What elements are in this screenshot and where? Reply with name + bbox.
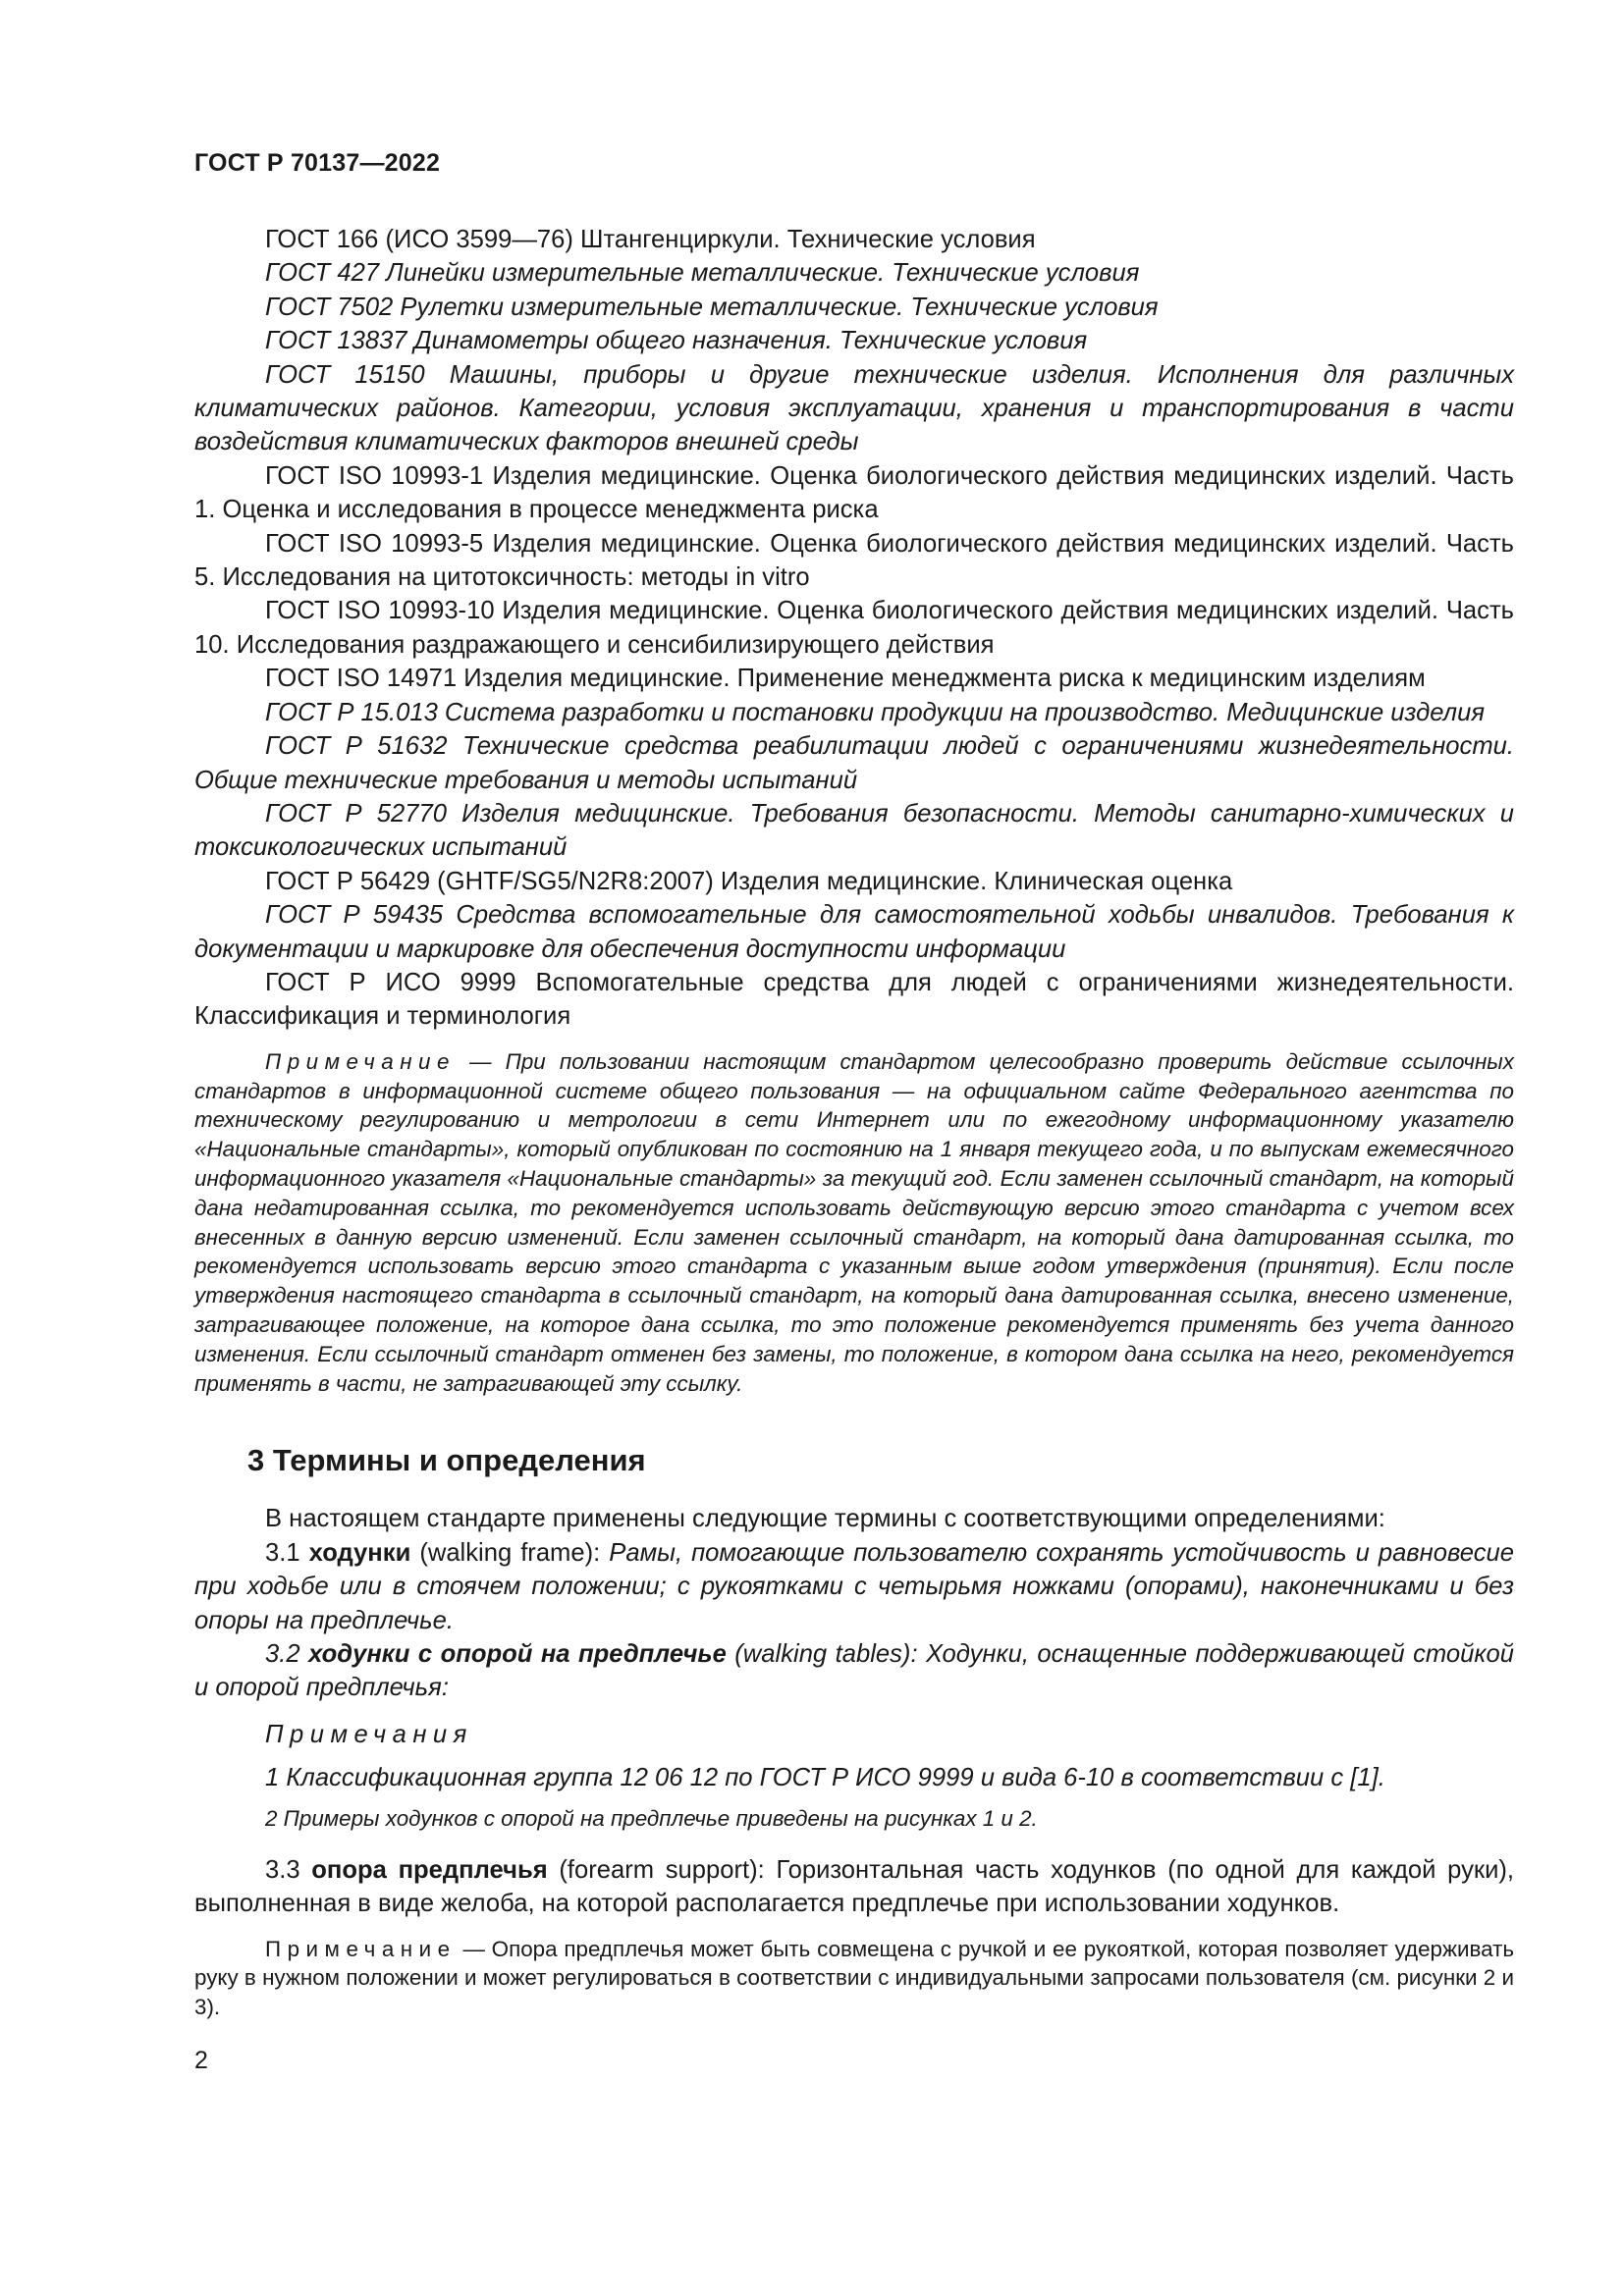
- reference-item: ГОСТ Р 15.013 Система разработки и постановки продукции на производство. Медицинские изделия: [265, 698, 1486, 726]
- reference-item: ГОСТ 15150 Машины, приборы и другие технические изделия. Исполнения для различных климатических районов. Категории, условия эксплуатации, хранения и транспортирования в части воздействия климатических факторов внешней среды: [194, 360, 1514, 456]
- reference-item: ГОСТ Р 56429 (GHTF/SG5/N2R8:2007) Изделия медицинские. Клиническая оценка: [265, 867, 1233, 895]
- reference-item: ГОСТ ISO 14971 Изделия медицинские. Применение менеджмента риска к медицинским изделиям: [265, 665, 1426, 693]
- document-header: ГОСТ Р 70137—2022: [194, 149, 441, 177]
- note-item: 2 Примеры ходунков с опорой на предплечье приведены на рисунках 1 и 2.: [265, 1805, 1038, 1831]
- term-name: ходунки: [308, 1538, 411, 1567]
- reference-item: ГОСТ ISO 10993-5 Изделия медицинские. Оценка биологического действия медицинских изделий. Часть 5. Исследования на цитотоксичность: методы in vitro: [194, 529, 1514, 592]
- term-name: опора предплечья: [311, 1855, 548, 1884]
- note-text: — При пользовании настоящим стандартом целесообразно проверить действие ссылочных стандартов в информационной системе общего пользования — на официальном сайте Федерального агентства по техническому регулированию и метрологии в сети Интернет или по ежегодному информационному указателю «Национальные стандарты», который опубликован по состоянию на 1 января текущего года, и по выпускам ежемесячного информационного указателя «Национальные стандарты» за текущий год. Если заменен ссылочный стандарт, на который дана недатированная ссылка, то рекомендуется использовать действующую версию этого стандарта с учетом всех внесенных в данную версию изменений. Если заменен ссылочный стандарт, на который дана датированная ссылка, то рекомендуется использовать версию этого стандарта с указанным выше годом утверждения (принятия). Если после утверждения настоящего стандарта в ссылочный стандарт, на который дана датированная ссылка, внесено изменение, затрагивающее положение, на которое дана ссылка, то это положение рекомендуется применять без учета данного изменения. Если ссылочный стандарт отменен без замены, то положение, в котором дана ссылка на него, рекомендуется применять в части, не затрагивающей эту ссылку.: [194, 1048, 1514, 1396]
- note-text: — Опора предплечья может быть совмещена с ручкой и ее рукояткой, которая позволяет удерживать руку в нужном положении и может регулироваться в соответствии с индивидуальными запросами пользователя (см. рисунки 2 и 3).: [194, 1936, 1514, 2020]
- page-content: [194, 223, 1514, 2022]
- term-english: (walking frame):: [419, 1538, 601, 1567]
- term-3-3: 3.3 опора предплечья (forearm support): Горизонтальная часть ходунков (по одной для каждой руки), выполненная в виде желоба, на которой располагается предплечье при использовании ходунков.: [194, 1855, 1515, 1918]
- term-definition: Ходунки, оснащенные поддерживающей стойкой и опорой предплечья:: [194, 1639, 1514, 1702]
- reference-item: ГОСТ ISO 10993-10 Изделия медицинские. Оценка биологического действия медицинских изделий. Часть 10. Исследования раздражающего и сенсибилизирующего действия: [194, 597, 1514, 659]
- reference-item: ГОСТ Р 51632 Технические средства реабилитации людей с ограничениями жизнедеятельности. Общие технические требования и методы испытаний: [194, 732, 1514, 794]
- term-english: (walking tables):: [734, 1639, 918, 1668]
- term-3-1: 3.1 ходунки (walking frame): Рамы, помогающие пользователю сохранять устойчивость и равновесие при ходьбе или в стоячем положении; с рукоятками с четырьмя ножками (опорами), наконечниками и без опоры на предплечье.: [194, 1538, 1514, 1634]
- reference-item: ГОСТ 166 (ИСО 3599—76) Штангенциркули. Технические условия: [265, 226, 1036, 253]
- term-definition: Горизонтальная часть ходунков (по одной для каждой руки), выполненная в виде желоба, на которой располагается предплечье при использовании ходунков.: [194, 1855, 1515, 1918]
- term-english: (forearm support):: [559, 1855, 765, 1884]
- section-intro: В настоящем стандарте применены следующие термины с соответствующими определениями:: [265, 1505, 1385, 1533]
- reference-item: ГОСТ ISO 10993-1 Изделия медицинские. Оценка биологического действия медицинских изделий. Часть 1. Оценка и исследования в процессе менеджмента риска: [194, 461, 1514, 524]
- reference-item: ГОСТ 13837 Динамометры общего назначения. Технические условия: [265, 327, 1088, 355]
- reference-item: ГОСТ Р ИСО 9999 Вспомогательные средства для людей с ограничениями жизнедеятельности. Классификация и терминология: [194, 968, 1514, 1031]
- references-note: [194, 1047, 1514, 1399]
- note-item: 1 Классификационная группа 12 06 12 по ГОСТ Р ИСО 9999 и вида 6-10 в соответствии с [1].: [265, 1763, 1385, 1791]
- reference-item: ГОСТ 427 Линейки измерительные металлические. Технические условия: [265, 259, 1140, 288]
- page-number: 2: [194, 2047, 208, 2074]
- notes-heading: Примечания: [265, 1720, 473, 1748]
- reference-item: ГОСТ Р 52770 Изделия медицинские. Требования безопасности. Методы санитарно-химических и токсикологических испытаний: [194, 799, 1514, 862]
- term-3-2: 3.2 ходунки с опорой на предплечье (walking tables): Ходунки, оснащенные поддерживающей стойкой и опорой предплечья:: [194, 1639, 1514, 1702]
- reference-item: ГОСТ 7502 Рулетки измерительные металлические. Технические условия: [265, 293, 1159, 321]
- note-label: Примечание: [265, 1936, 457, 1961]
- forearm-note: [194, 1935, 1514, 2022]
- reference-item: ГОСТ Р 59435 Средства вспомогательные для самостоятельной ходьбы инвалидов. Требования к документации и маркировке для обеспечения доступности информации: [194, 901, 1514, 963]
- term-name: ходунки с опорой на предплечье: [308, 1639, 727, 1668]
- section-title: 3 Термины и определения: [247, 1443, 646, 1478]
- term-definition: Рамы, помогающие пользователю сохранять устойчивость и равновесие при ходьбе или в стоячем положении; с рукоятками с четырьмя ножками (опорами), наконечниками и без опоры на предплечье.: [194, 1538, 1514, 1634]
- note-label: Примечание: [265, 1048, 456, 1074]
